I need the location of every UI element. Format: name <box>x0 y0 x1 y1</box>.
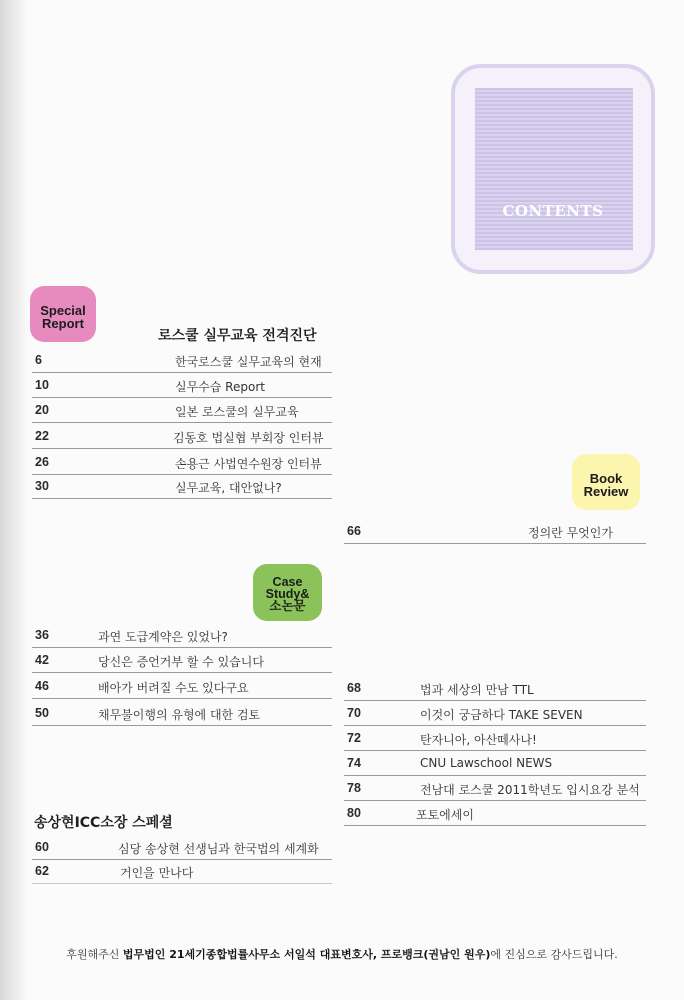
badge-line: Review <box>583 484 629 499</box>
toc-entry[interactable] <box>344 519 646 544</box>
toc-entry-title: 탄자니아, 아산떼사나! <box>420 733 537 747</box>
footer-sponsors: 법무법인 21세기종합법률사무소 서일석 대표변호사, 프로뱅크(권남인 원우) <box>122 948 491 961</box>
toc-entry[interactable] <box>344 751 646 776</box>
footer-suffix: 에 진심으로 감사드립니다. <box>490 948 618 961</box>
toc-entry[interactable] <box>32 623 332 648</box>
toc-entry[interactable] <box>32 450 332 475</box>
special-feature-title: 송상현ICC소장 스페셜 <box>34 815 173 831</box>
toc-page-number: 74 <box>347 756 361 770</box>
sponsor-acknowledgement <box>0 946 684 962</box>
toc-entry-title: 배아가 버려질 수도 있다구요 <box>98 681 249 695</box>
toc-entry-title: 법과 세상의 만남 TTL <box>420 683 534 697</box>
toc-entry-title: 거인을 만나다 <box>120 866 194 880</box>
toc-entry[interactable] <box>32 398 332 423</box>
toc-entry[interactable] <box>32 859 332 884</box>
toc-page-number: 46 <box>35 679 49 693</box>
toc-page-number: 50 <box>35 706 49 720</box>
toc-page-number: 6 <box>35 353 42 367</box>
toc-entry[interactable] <box>344 726 646 751</box>
badge-line: Book <box>589 471 623 486</box>
toc-entry-title: 한국로스쿨 실무교육의 현재 <box>175 355 322 369</box>
toc-entry[interactable] <box>344 776 646 801</box>
toc-page-number: 66 <box>347 524 361 538</box>
toc-entry-title: 채무불이행의 유형에 대한 검토 <box>98 708 261 722</box>
toc-entry[interactable] <box>344 801 646 826</box>
badge-line: Study& <box>265 587 310 601</box>
toc-page-number: 42 <box>35 653 49 667</box>
badge-line: Report <box>42 316 84 331</box>
toc-entry[interactable] <box>32 648 332 673</box>
toc-entry[interactable] <box>32 348 332 373</box>
toc-page-number: 20 <box>35 403 49 417</box>
toc-page-number: 70 <box>347 706 361 720</box>
toc-page-number: 10 <box>35 378 49 392</box>
toc-page-number: 30 <box>35 479 49 493</box>
toc-entry-title: 심당 송상현 선생님과 한국법의 세계화 <box>118 842 319 856</box>
toc-entry[interactable] <box>32 474 332 499</box>
toc-entry-title: 과연 도급계약은 있었나? <box>98 630 228 644</box>
case-study-badge <box>253 564 322 621</box>
toc-entry[interactable] <box>32 835 332 860</box>
toc-page-number: 72 <box>347 731 361 745</box>
page-binding-shadow <box>0 0 28 1000</box>
toc-page-number: 26 <box>35 455 49 469</box>
toc-entry[interactable] <box>32 373 332 398</box>
toc-entry-title: 실무수습 Report <box>175 380 265 394</box>
toc-entry[interactable] <box>344 676 646 701</box>
toc-entry-title: 일본 로스쿨의 실무교육 <box>175 405 299 419</box>
toc-entry-title: 전남대 로스쿨 2011학년도 입시요강 분석 <box>420 783 640 797</box>
contents-title: CONTENTS <box>502 202 604 220</box>
toc-entry-title: 정의란 무엇인가 <box>528 526 613 540</box>
toc-entry-title: 당신은 증언거부 할 수 있습니다 <box>98 655 264 669</box>
footer-prefix: 후원해주신 <box>66 948 123 961</box>
toc-entry-title: 포토에세이 <box>416 808 474 822</box>
badge-line: Case <box>272 575 303 589</box>
toc-entry-title: 김동호 법실협 부회장 인터뷰 <box>173 431 324 445</box>
toc-entry-title: 손용근 사법연수원장 인터뷰 <box>175 457 322 471</box>
badge-line: 소논문 <box>269 599 306 613</box>
toc-page-number: 36 <box>35 628 49 642</box>
contents-frame <box>451 64 655 274</box>
toc-page-number: 60 <box>35 840 49 854</box>
special-report-badge <box>30 286 96 342</box>
badge-line: Special <box>40 303 86 318</box>
toc-entry[interactable] <box>344 701 646 726</box>
toc-page-number: 22 <box>35 429 49 443</box>
toc-entry[interactable] <box>32 674 332 699</box>
toc-entry-title: 이것이 궁금하다 TAKE SEVEN <box>420 708 583 722</box>
toc-entry[interactable] <box>32 424 332 449</box>
toc-page-number: 80 <box>347 806 361 820</box>
book-review-badge <box>572 454 640 510</box>
toc-entry[interactable] <box>32 701 332 726</box>
toc-entry-title: 실무교육, 대안없나? <box>175 481 282 495</box>
toc-page-number: 78 <box>347 781 361 795</box>
contents-pattern <box>475 88 633 250</box>
toc-page-number: 68 <box>347 681 361 695</box>
toc-page-number: 62 <box>35 864 49 878</box>
toc-entry-title: CNU Lawschool NEWS <box>420 756 553 770</box>
special-report-title: 로스쿨 실무교육 전격진단 <box>158 328 317 344</box>
